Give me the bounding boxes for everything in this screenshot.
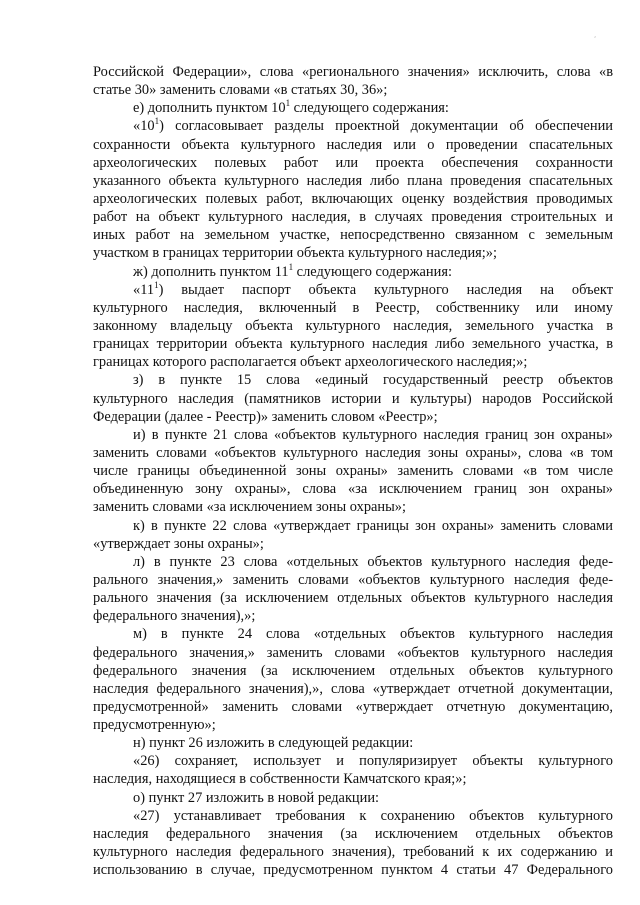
paragraph bbox=[93, 734, 613, 752]
text-line: культурного наследия (памятников истории и культуры) народов Российской bbox=[93, 390, 613, 407]
text-line: м) в пункте 24 слова «отдельных объектов культурного наследия bbox=[133, 626, 613, 643]
text-line: использованию в случае, предусмотренном пунктом 4 статьи 47 Федерального bbox=[93, 862, 613, 879]
text-line: о) пункт 27 изложить в новой редакции: bbox=[133, 789, 380, 806]
paragraph bbox=[93, 625, 613, 734]
text-line: «утверждает зоны охраны»; bbox=[93, 535, 264, 552]
paragraph bbox=[93, 426, 613, 517]
text-line: рального значения (за исключением отдельных объектов культурного наследия bbox=[93, 590, 613, 607]
text-line: наследия федерального значения (за исключением отдельных объектов bbox=[93, 825, 613, 842]
text-line: работ на объект культурного наследия, в случаях проведения строительных и bbox=[93, 209, 613, 226]
text-line: культурного наследия федерального значения), требований к их содержанию и bbox=[93, 844, 613, 861]
paragraph bbox=[93, 553, 613, 626]
text-line: наследия федерального значения),», слова «утверждает отчетной документации, bbox=[93, 680, 613, 697]
text-line: ж) дополнить пунктом $11^1$ следующего содержания: bbox=[133, 262, 452, 280]
superscript: 1 bbox=[154, 117, 160, 127]
text-line: предусмотренной» заменить словами «утверждает отчетную документацию, bbox=[93, 698, 613, 715]
paragraph bbox=[93, 281, 613, 372]
paragraph bbox=[93, 517, 613, 553]
text-line: участком в границах территории объекта культурного наследия;»; bbox=[93, 245, 497, 262]
page-corner-mark: , bbox=[594, 31, 597, 39]
text-line: археологических полевых работ или проекта обеспечения сохранности bbox=[93, 154, 613, 171]
paragraph bbox=[93, 99, 613, 117]
text-line: числе границы объединенной зоны охраны» заменить словами «в том числе bbox=[93, 463, 613, 480]
text-line: законному владельцу объекта культурного наследия, земельного участка в bbox=[93, 317, 613, 334]
paragraph bbox=[93, 117, 613, 262]
paragraph bbox=[93, 789, 613, 807]
paragraph bbox=[93, 752, 613, 788]
text-line: и) в пункте 21 слова «объектов культурного наследия границ зон охраны» bbox=[133, 426, 613, 443]
text-line: «26) сохраняет, использует и популяризирует объекты культурного bbox=[133, 753, 613, 770]
superscript: 1 bbox=[154, 280, 159, 290]
text-line: н) пункт 26 изложить в следующей редакции: bbox=[133, 735, 414, 752]
text-line: к) в пункте 22 слова «утверждает границы зон охраны» заменить словами bbox=[133, 517, 613, 534]
paragraph bbox=[93, 807, 613, 880]
text-line: е) дополнить пунктом $10^1$ следующего содержания: bbox=[133, 99, 449, 117]
text-line: Российской Федерации», слова «регионального значения» исключить, слова «в bbox=[93, 64, 613, 80]
paragraph bbox=[93, 371, 613, 425]
text-line: «27) устанавливает требования к сохранению объектов культурного bbox=[133, 807, 613, 824]
text-line: культурного наследия, включенный в Реестр, собственнику или иному bbox=[93, 299, 613, 316]
superscript: 1 bbox=[288, 262, 294, 272]
text-line: объединенную зону охраны», слова «за исключением границ зон охраны» bbox=[93, 481, 613, 498]
text-line: указанного объекта культурного наследия либо плана проведения спасательных bbox=[93, 172, 613, 189]
text-line: л) в пункте 23 слова «отдельных объектов культурного наследия феде- bbox=[133, 553, 613, 570]
text-line: предусмотренную»; bbox=[93, 717, 216, 734]
text-line: сохранности объекта культурного наследия или о проведении спасательных bbox=[93, 136, 613, 153]
paragraph bbox=[93, 263, 613, 281]
text-line: рального значения,» заменить словами «объектов культурного наследия феде- bbox=[93, 571, 613, 588]
text-line: федерального значения,» заменить словами «объектов культурного наследия bbox=[93, 644, 613, 661]
text-line: иных работ на земельном участке, непосредственно связанном с земельным bbox=[93, 227, 613, 244]
text-line: «$11^1$) выдает паспорт объекта культурного наследия на объект bbox=[133, 280, 613, 298]
text-line: Федерации (далее - Реестр)» заменить словом «Реестр»; bbox=[93, 408, 438, 425]
text-line: границах которого располагается объект археологического наследия;»; bbox=[93, 354, 528, 371]
text-line: статье 30» заменить словами «в статьях 30, 36»; bbox=[93, 82, 388, 99]
text-line: федерального значения (за исключением отдельных объектов культурного bbox=[93, 662, 613, 679]
document-page bbox=[93, 63, 613, 879]
superscript: 1 bbox=[285, 99, 291, 109]
text-line: «$10^1$) согласовывает разделы проектной документации об обеспечении bbox=[133, 117, 613, 135]
text-line: з) в пункте 15 слова «единый государственный реестр объектов bbox=[133, 372, 613, 389]
text-line: заменить словами «объектов культурного наследия зоны охраны», слова «в том bbox=[93, 444, 613, 461]
text-line: федерального значения),»; bbox=[93, 608, 256, 625]
paragraph bbox=[93, 63, 613, 99]
text-line: заменить словами «за исключением зоны охраны»; bbox=[93, 499, 406, 516]
text-line: границах территории объекта культурного наследия либо земельного участка, в bbox=[93, 336, 613, 353]
text-line: наследия, находящиеся в собственности Камчатского края;»; bbox=[93, 771, 467, 788]
text-line: археологических полевых работ, включающих оценку воздействия проводимых bbox=[93, 190, 613, 207]
